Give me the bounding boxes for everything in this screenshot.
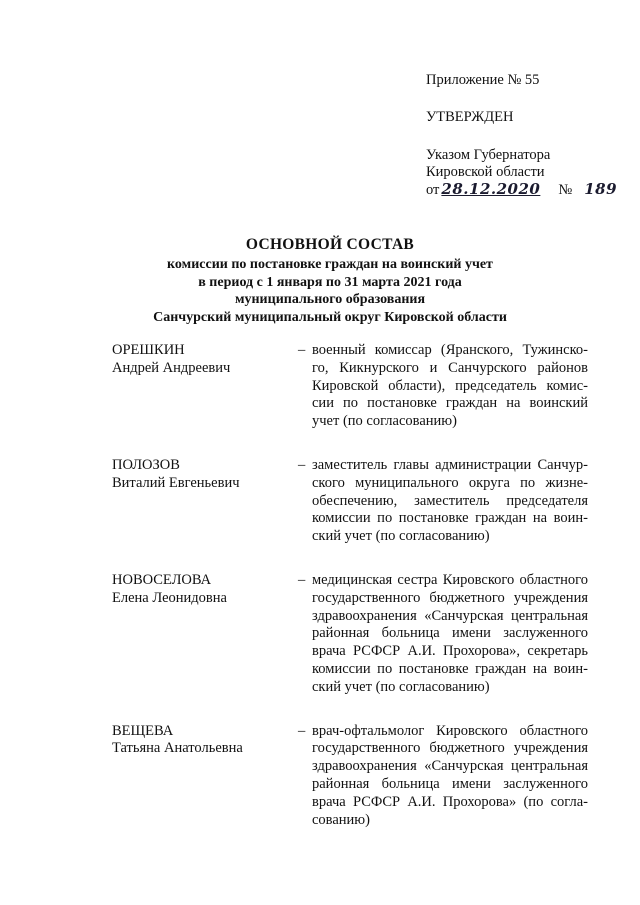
document-title [90,235,570,326]
number-sign: № [558,182,573,198]
desc-line: го, Кикнурского и Санчурского районов [312,359,588,376]
approval-block [426,72,626,199]
desc-line: государственного бюджетного учреждения [312,589,588,606]
handwritten-number: 189 [584,180,618,198]
member-names [112,723,272,759]
desc-line: государственного бюджетного учреждения [312,740,588,757]
member-description [312,342,588,431]
member-given-name: Андрей Андреевич [112,359,231,376]
desc-line: сованию) [312,811,370,828]
desc-line: ского муниципального округа по жизне- [312,474,588,491]
desc-line: ский учет (по согласованию) [312,678,490,695]
desc-line: комиссии по постановке граждан на воин- [312,510,588,527]
member-surname: ОРЕШКИН [112,342,185,358]
member-surname: ВЕЩЕВА [112,722,174,739]
desc-line: врача РСФСР А.И. Прохорова» (по согла- [312,793,588,810]
member-description [312,572,588,697]
title-line-1: комиссии по постановке граждан на воинский учет [167,257,493,272]
member-names [112,457,272,493]
desc-line: здравоохранения «Санчурская центральная [312,758,588,775]
desc-line: медицинская сестра Кировского областного [312,571,588,588]
desc-line: Кировской области), председатель комис- [312,377,588,394]
member-entry [112,342,588,431]
members-list [112,342,588,855]
member-description [312,457,588,546]
member-surname: НОВОСЕЛОВА [112,571,212,588]
desc-line: врач-офтальмолог Кировского областного [312,722,588,739]
appendix-label: Приложение № 55 [426,72,540,88]
decree-line-1: Указом Губернатора [426,147,551,163]
title-line-3: муниципального образования [234,292,426,307]
member-given-name: Елена Леонидовна [112,589,227,606]
member-entry [112,572,588,697]
member-given-name: Виталий Евгеньевич [112,474,240,491]
decree-date-number [426,181,626,199]
member-dash: – [298,722,306,739]
desc-line: здравоохранения «Санчурская центральная [312,607,588,624]
desc-line: комиссии по постановке граждан на воин- [312,660,588,677]
member-entry [112,723,588,830]
member-entry [112,457,588,546]
member-surname: ПОЛОЗОВ [112,456,180,473]
title-line-4: Санчурский муниципальный округ Кировской области [153,309,507,325]
member-dash: – [298,342,306,358]
desc-line: районная больница имени заслуженного [312,625,588,642]
desc-line: заместитель главы администрации Санчур- [312,456,588,473]
handwritten-date: 28.12.2020 [441,180,541,198]
desc-line: учет (по согласованию) [312,413,457,430]
desc-line: ский учет (по согласованию) [312,528,490,545]
member-given-name: Татьяна Анатольевна [112,740,243,757]
desc-line: военный комиссар (Яранского, Тужинско- [312,342,588,358]
member-dash: – [298,571,306,588]
member-description [312,723,588,830]
desc-line: врача РСФСР А.И. Прохорова», секретарь [312,643,588,660]
from-prefix: от [426,182,440,198]
desc-line: обеспечению, заместитель председателя [312,492,588,509]
member-names [112,342,272,378]
title-main: ОСНОВНОЙ СОСТАВ [245,236,415,253]
title-line-2: в период с 1 января по 31 марта 2021 года [198,274,462,290]
decree-line-2: Кировской области [426,164,545,180]
member-dash: – [298,456,306,473]
desc-line: районная больница имени заслуженного [312,775,588,792]
approved-label: УТВЕРЖДЕН [426,109,514,125]
desc-line: сии по постановке граждан на воинский [312,395,588,412]
member-names [112,572,272,608]
